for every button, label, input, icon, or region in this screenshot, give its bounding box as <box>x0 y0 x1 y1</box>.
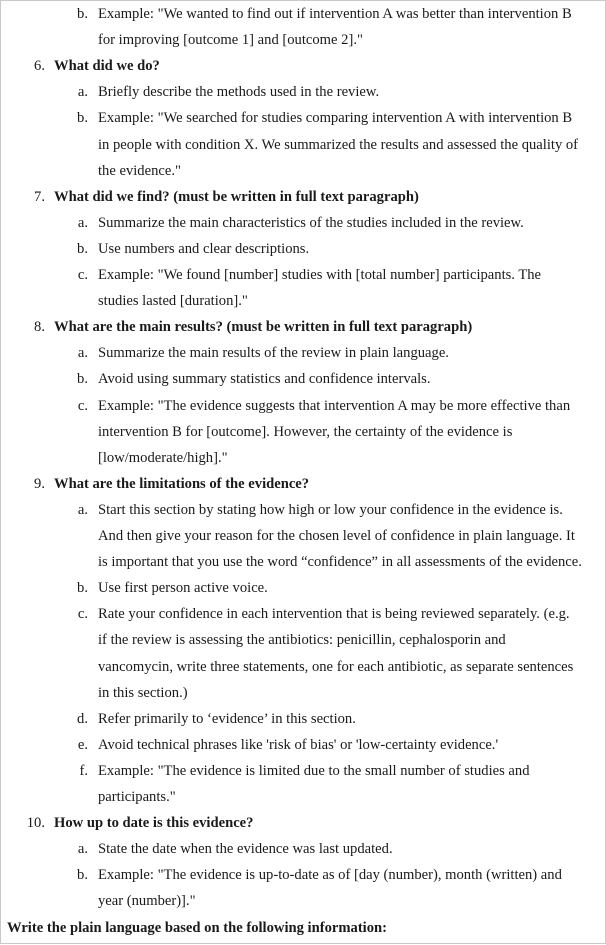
line-text: is important that you use the word “confidence” in all assessments of the evidence. <box>98 554 582 571</box>
line-text: if the review is assessing the antibiotics: penicillin, cephalosporin and <box>98 632 506 649</box>
line-text: participants." <box>98 789 176 805</box>
list-marker: 9. <box>34 475 45 492</box>
line-text: Use numbers and clear descriptions. <box>98 240 310 257</box>
line-text: Summarize the main results of the review in plain language. <box>98 345 449 362</box>
line-text: What did we find? (must be written in full text paragraph) <box>54 188 419 205</box>
list-marker: c. <box>77 267 88 283</box>
line-text: year (number)]." <box>98 893 196 910</box>
line-text: Avoid using summary statistics and confidence intervals. <box>98 371 431 388</box>
line-text: Use first person active voice. <box>98 580 268 597</box>
list-marker: 6. <box>34 58 45 75</box>
list-marker: c. <box>77 397 88 414</box>
list-marker: a. <box>77 84 88 101</box>
line-text: Summarize the main characteristics of the studies included in the review. <box>98 214 524 231</box>
line-text: Example: "We found [number] studies with [total number] participants. The <box>98 267 542 283</box>
line-text: studies lasted [duration]." <box>98 293 248 310</box>
line-text: Example: "The evidence is up-to-date as of [day (number), month (written) and <box>98 867 562 884</box>
line-text: Example: "We wanted to find out if intervention A was better than intervention B <box>98 6 572 22</box>
line-text: How up to date is this evidence? <box>54 815 254 832</box>
line-text: Example: "The evidence suggests that intervention A may be more effective than <box>98 397 571 414</box>
list-marker: f. <box>79 762 88 779</box>
list-marker: 8. <box>34 319 45 336</box>
list-marker: 10. <box>26 815 45 832</box>
line-text: Refer primarily to ‘evidence’ in this section. <box>98 710 356 727</box>
line-text: Write the plain language based on the following information: <box>7 919 388 936</box>
list-marker: a. <box>77 345 88 362</box>
line-text: What did we do? <box>54 58 160 75</box>
document-page <box>1 1 606 945</box>
list-marker: e. <box>77 736 88 753</box>
line-text: in this section.) <box>98 684 188 701</box>
list-marker: a. <box>77 841 88 858</box>
list-marker: b. <box>77 580 88 597</box>
line-text: for improving [outcome 1] and [outcome 2]." <box>98 32 363 49</box>
line-text: Start this section by stating how high or low your confidence in the evidence is. <box>98 501 563 518</box>
line-text: Example: "We searched for studies comparing intervention A with intervention B <box>98 110 573 127</box>
list-marker: c. <box>77 606 88 623</box>
list-marker: b. <box>77 867 88 884</box>
line-text: vancomycin, write three statements, one for each antibiotic, as separate sentences <box>98 658 574 675</box>
list-marker: d. <box>77 710 88 727</box>
list-marker: 7. <box>34 188 45 205</box>
line-text: Briefly describe the methods used in the review. <box>98 84 380 101</box>
line-text: State the date when the evidence was last updated. <box>98 841 393 858</box>
line-text: the evidence." <box>98 162 181 179</box>
line-text: Example: "The evidence is limited due to the small number of studies and <box>98 762 530 779</box>
line-text: What are the limitations of the evidence? <box>54 475 310 492</box>
list-marker: b. <box>77 6 88 22</box>
line-text: intervention B for [outcome]. However, the certainty of the evidence is <box>98 423 513 440</box>
line-text: Rate your confidence in each intervention that is being reviewed separately. (e.g. <box>98 606 570 623</box>
line-text: in people with condition X. We summarized the results and assessed the quality of <box>98 136 579 153</box>
list-marker: b. <box>77 371 88 388</box>
line-text: [low/moderate/high]." <box>98 449 228 466</box>
list-marker: a. <box>77 501 88 518</box>
line-text: Avoid technical phrases like 'risk of bias' or 'low-certainty evidence.' <box>98 736 499 753</box>
list-marker: b. <box>77 240 88 257</box>
line-text: And then give your reason for the chosen level of confidence in plain language. It <box>98 528 575 544</box>
line-text: What are the main results? (must be written in full text paragraph) <box>54 319 473 336</box>
list-marker: a. <box>77 214 88 231</box>
list-marker: b. <box>77 110 88 127</box>
